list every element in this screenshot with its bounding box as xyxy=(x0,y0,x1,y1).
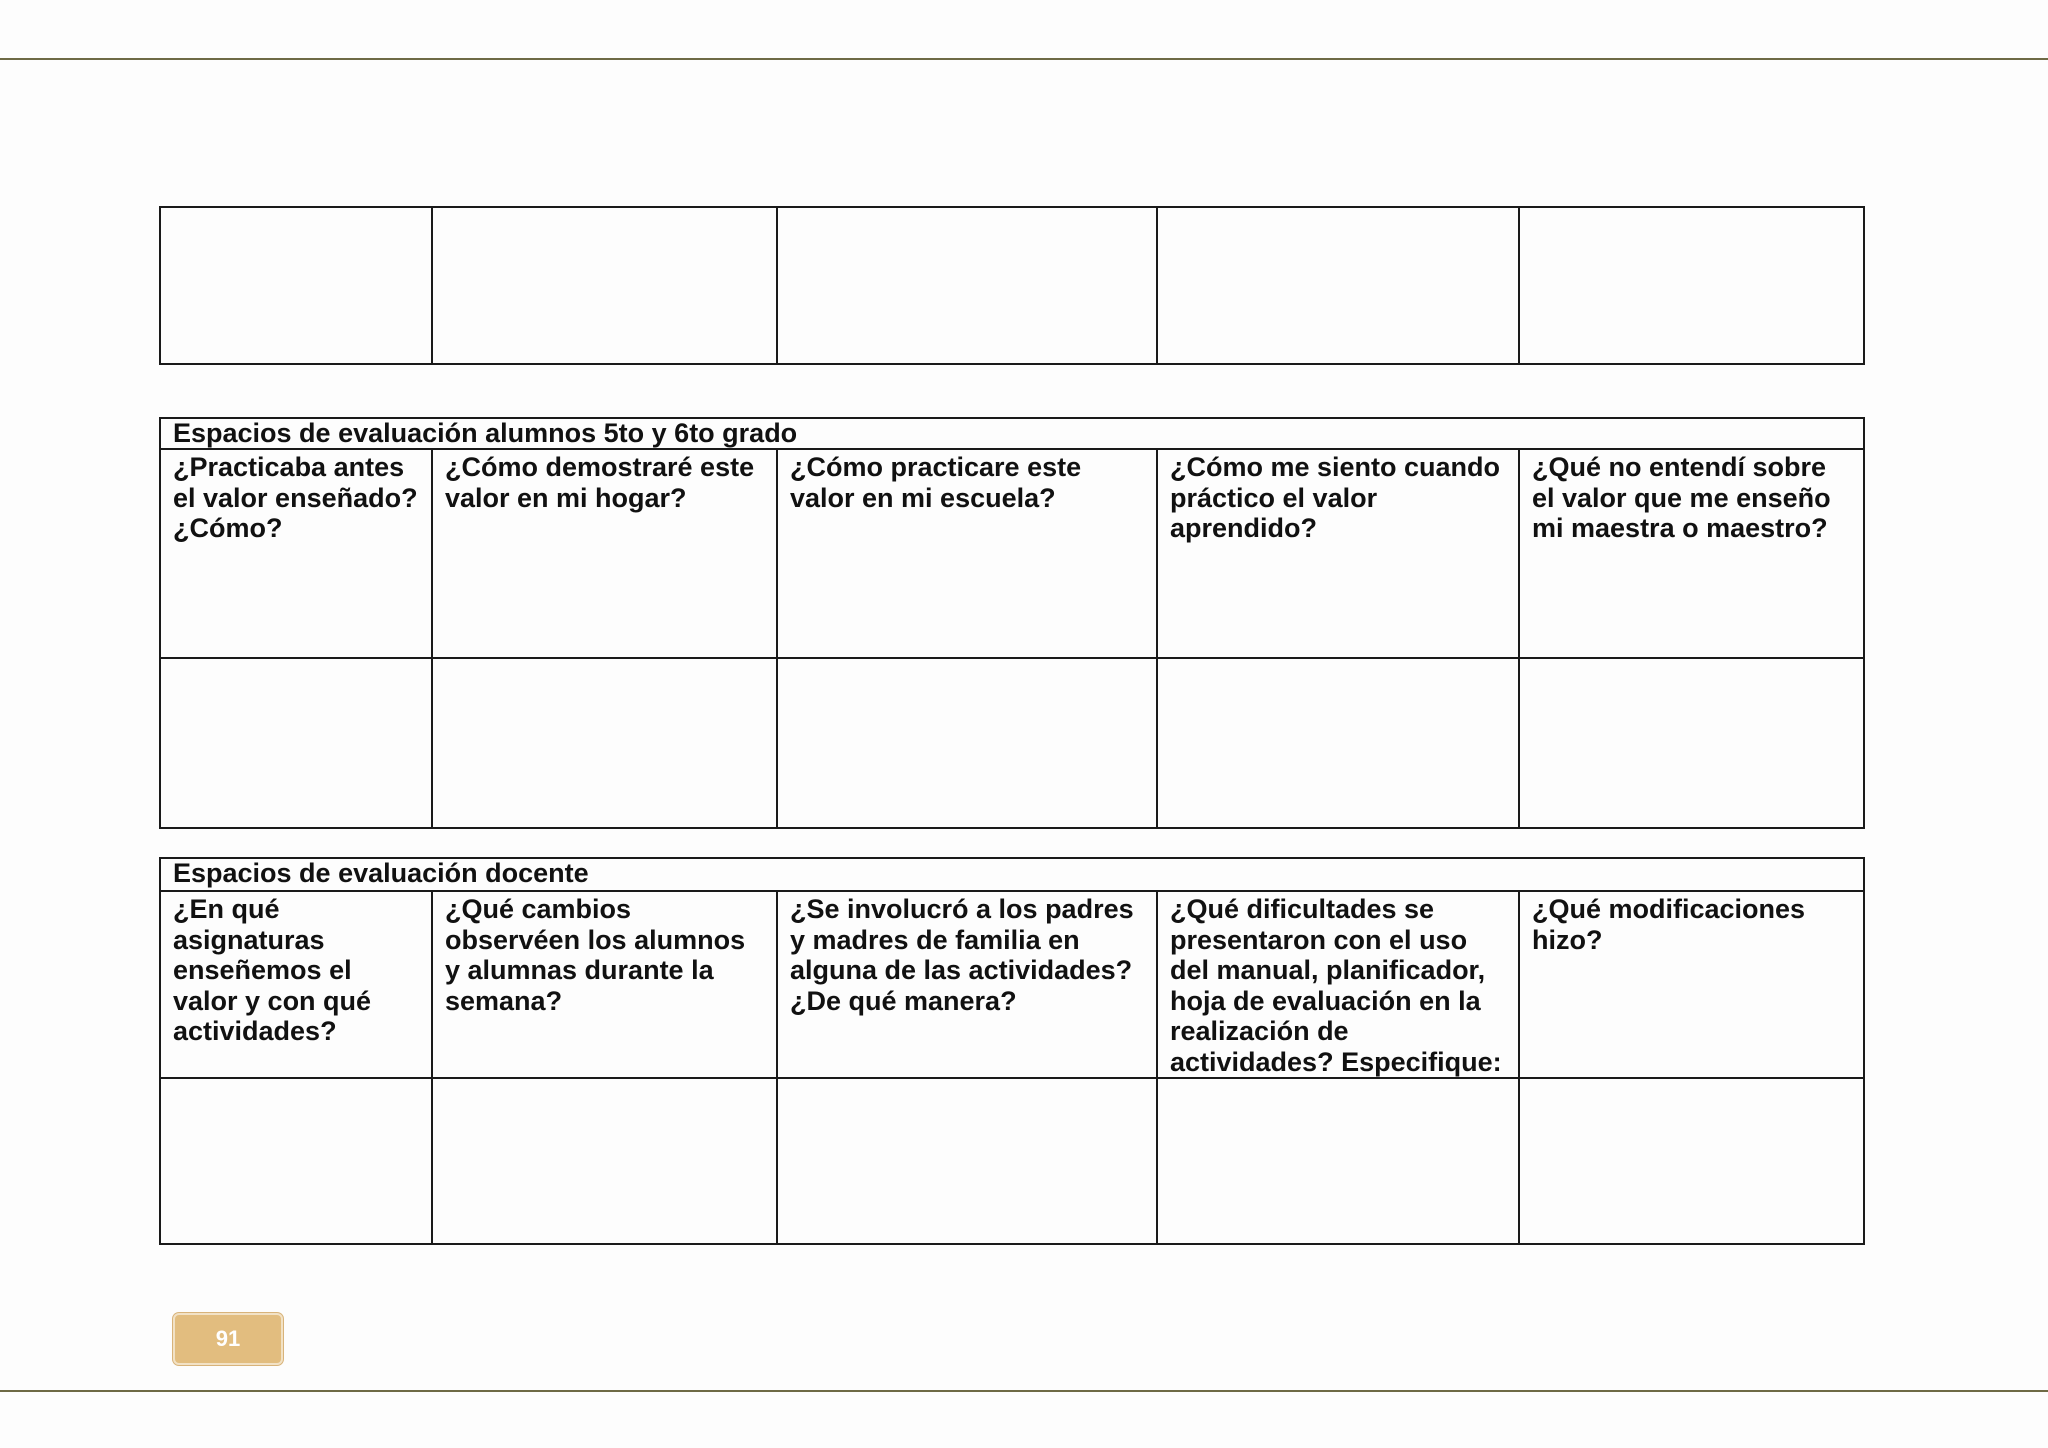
students-evaluation-table xyxy=(159,417,1865,829)
answer-cell[interactable] xyxy=(1519,207,1864,364)
question-cell: ¿Cómo me siento cuando práctico el valor aprendido? xyxy=(1157,449,1519,658)
question-cell: ¿Cómo demostraré este valor en mi hogar? xyxy=(432,449,777,658)
answer-cell[interactable] xyxy=(160,1078,432,1244)
question-cell: ¿Qué modificaciones hizo? xyxy=(1519,891,1864,1078)
teacher-table-title: Espacios de evaluación docente xyxy=(160,858,1864,891)
answer-cell[interactable] xyxy=(1519,658,1864,828)
table-row xyxy=(160,207,1864,364)
continued-blank-table xyxy=(159,206,1865,365)
table-title-row xyxy=(160,418,1864,449)
answer-cell[interactable] xyxy=(432,658,777,828)
answer-cell[interactable] xyxy=(432,1078,777,1244)
teacher-evaluation-table xyxy=(159,857,1865,1245)
answer-cell[interactable] xyxy=(432,207,777,364)
answer-cell[interactable] xyxy=(777,207,1157,364)
answer-cell[interactable] xyxy=(1157,658,1519,828)
answer-cell[interactable] xyxy=(160,658,432,828)
answer-cell[interactable] xyxy=(777,1078,1157,1244)
answer-cell[interactable] xyxy=(777,658,1157,828)
bottom-rule xyxy=(0,1390,2048,1392)
answer-cell[interactable] xyxy=(160,207,432,364)
top-rule xyxy=(0,58,2048,60)
question-cell: ¿En qué asignaturas enseñemos el valor y con qué actividades? xyxy=(160,891,432,1078)
question-cell: ¿Qué dificultades se presentaron con el uso del manual, planificador, hoja de evaluación en la realización de actividades? Especifique: xyxy=(1157,891,1519,1078)
students-table-title: Espacios de evaluación alumnos 5to y 6to grado xyxy=(160,418,1864,449)
question-row xyxy=(160,449,1864,658)
answer-row xyxy=(160,1078,1864,1244)
answer-cell[interactable] xyxy=(1519,1078,1864,1244)
question-row xyxy=(160,891,1864,1078)
question-cell: ¿Se involucró a los padres y madres de familia en alguna de las actividades? ¿De qué manera? xyxy=(777,891,1157,1078)
answer-cell[interactable] xyxy=(1157,207,1519,364)
answer-cell[interactable] xyxy=(1157,1078,1519,1244)
question-cell: ¿Qué no entendí sobre el valor que me enseño mi maestra o maestro? xyxy=(1519,449,1864,658)
question-cell: ¿Practicaba antes el valor enseñado? ¿Cómo? xyxy=(160,449,432,658)
answer-row xyxy=(160,658,1864,828)
page-number-badge: 91 xyxy=(173,1313,283,1365)
table-title-row xyxy=(160,858,1864,891)
question-cell: ¿Qué cambios observéen los alumnos y alumnas durante la semana? xyxy=(432,891,777,1078)
question-cell: ¿Cómo practicare este valor en mi escuela? xyxy=(777,449,1157,658)
